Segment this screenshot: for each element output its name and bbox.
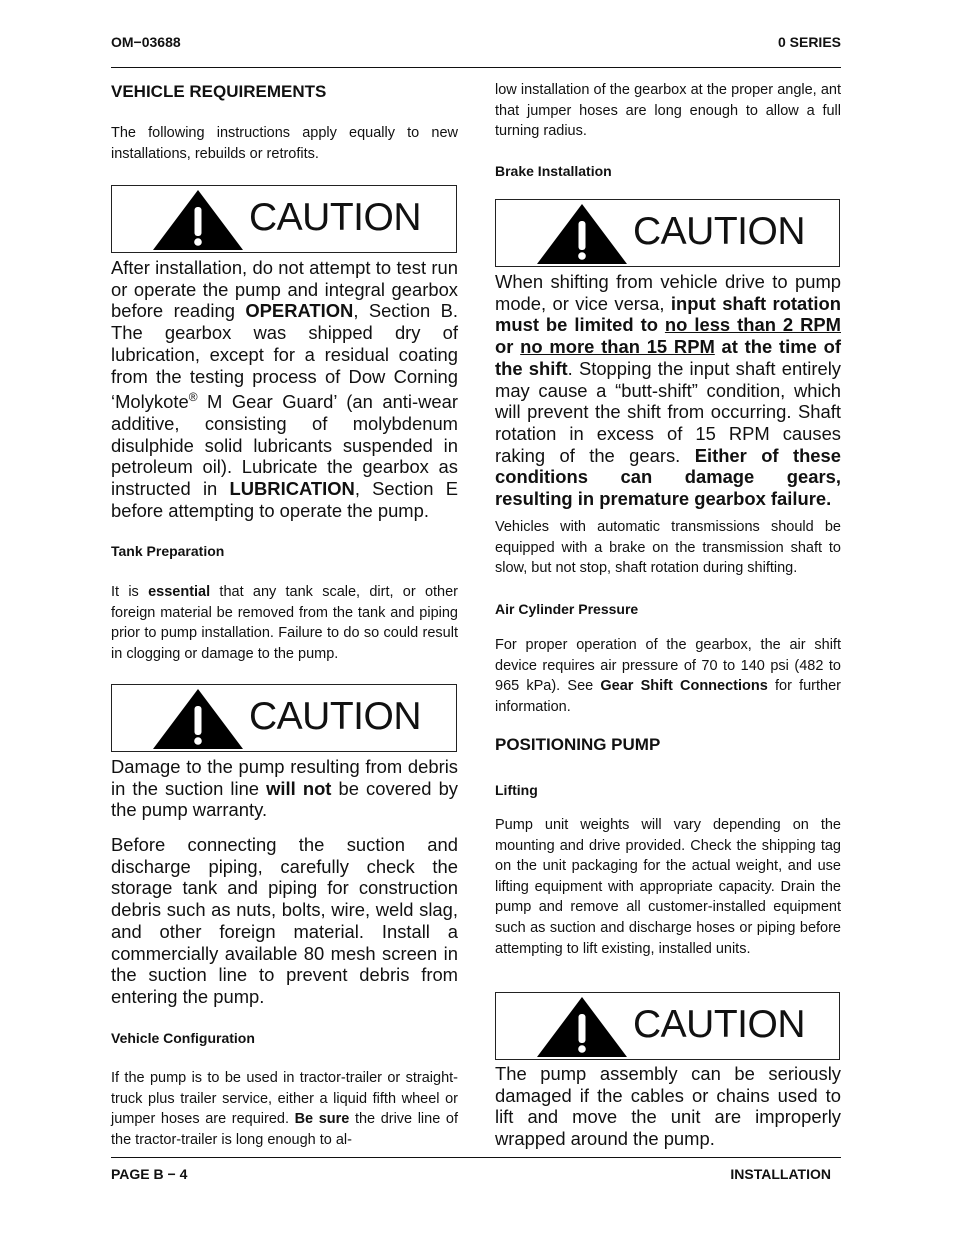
vehicle-configuration-text: If the pump is to be used in tractor-trailer or straight-truck plus trailer service, either a liquid fifth wheel or jumper hoses are required. Be sure the drive line of the tractor-trailer is long enough to al-	[111, 1070, 458, 1148]
brake-installation-heading: Brake Installation	[495, 163, 612, 179]
caution-label: CAUTION	[249, 196, 421, 239]
page-number: PAGE B − 4	[111, 1166, 188, 1182]
tank-preparation-text: It is essential that any tank scale, dirt, or other foreign material be removed from the tank and piping prior to pump installation. Failure to do so could result in clogging or damage to the pump.	[111, 584, 458, 662]
caution-4-text: The pump assembly can be seriously damaged if the cables or chains used to lift and move the unit are improperly wrapped around the pump.	[495, 1063, 841, 1150]
caution-box-3	[495, 199, 840, 267]
air-cylinder-pressure-text: For proper operation of the gearbox, the air shift device requires air pressure of 70 to 140 psi (482 to 965 kPa). See Gear Shift Connections for further information.	[495, 637, 841, 715]
caution-box-2	[111, 684, 457, 752]
caution-box-1	[111, 185, 457, 253]
vehicle-configuration-heading: Vehicle Configuration	[111, 1030, 255, 1046]
warning-triangle-icon	[536, 996, 628, 1058]
doc-number: OM−03688	[111, 34, 181, 50]
continued-text: low installation of the gearbox at the proper angle, ant that jumper hoses are long enough to allow a full turning radius.	[495, 82, 841, 140]
tank-preparation-heading: Tank Preparation	[111, 543, 225, 559]
intro-paragraph: The following instructions apply equally to new installations, rebuilds or retrofits.	[111, 125, 458, 162]
warning-triangle-icon	[536, 203, 628, 265]
positioning-pump-heading: POSITIONING PUMP	[495, 735, 661, 754]
footer-rule	[111, 1157, 841, 1158]
lifting-heading: Lifting	[495, 782, 538, 798]
warning-triangle-icon	[152, 688, 244, 750]
lifting-text: Pump unit weights will vary depending on the mounting and drive provided. Check the shipping tag on the unit packaging for the actual weight, and use lifting equipment with appropriate capacity. Drain the pump and remove all customer-installed equipment such as suction and discharge hoses or piping before attempting to lift existing, installed units.	[495, 817, 841, 957]
caution-2-text: Damage to the pump resulting from debris in the suction line will not be covered by the pump warranty.	[111, 756, 458, 821]
caution-box-4	[495, 992, 840, 1060]
before-connecting-text: Before connecting the suction and discharge piping, carefully check the storage tank and piping for construction debris such as nuts, bolts, wire, weld slag, and other foreign material. Install a commercially available 80 mesh screen in the suction line to prevent debris from entering the pump.	[111, 834, 458, 1007]
warning-triangle-icon	[152, 189, 244, 251]
series-label: 0 SERIES	[777, 34, 841, 50]
caution-label: CAUTION	[633, 1003, 805, 1046]
header-rule	[111, 67, 841, 68]
caution-label: CAUTION	[249, 695, 421, 738]
automatic-transmission-text: Vehicles with automatic transmissions should be equipped with a brake on the transmission shaft to slow, but not stop, shaft rotation during shifting.	[495, 519, 841, 577]
caution-3-text: When shifting from vehicle drive to pump mode, or vice versa, input shaft rotation must be limited to no less than 2 RPM or no more than 15 RPM at the time of the shift. Stopping the input shaft entirely may cause a “butt-shift” condition, which will prevent the shift from occurring. Shaft rotation in excess of 15 RPM causes raking of the gears. Either of these conditions can damage gears, resulting in premature gearbox failure.	[495, 271, 842, 510]
caution-1-text: After installation, do not attempt to test run or operate the pump and integral gearbox before reading OPERATION, Section B. The gearbox was shipped dry of lubrication, except for a residual coating from the testing process of Dow Corning ‘Molykote® M Gear Guard’ (an anti-wear additive, consisting of molybdenum disulphide solid lubricants suspended in petroleum oil). Lubricate the gearbox as instructed in LUBRICATION, Section E before attempting to operate the pump.	[111, 257, 459, 521]
caution-label: CAUTION	[633, 210, 805, 253]
vehicle-requirements-heading: VEHICLE REQUIREMENTS	[111, 82, 327, 101]
section-name: INSTALLATION	[730, 1166, 831, 1182]
air-cylinder-pressure-heading: Air Cylinder Pressure	[495, 601, 639, 617]
